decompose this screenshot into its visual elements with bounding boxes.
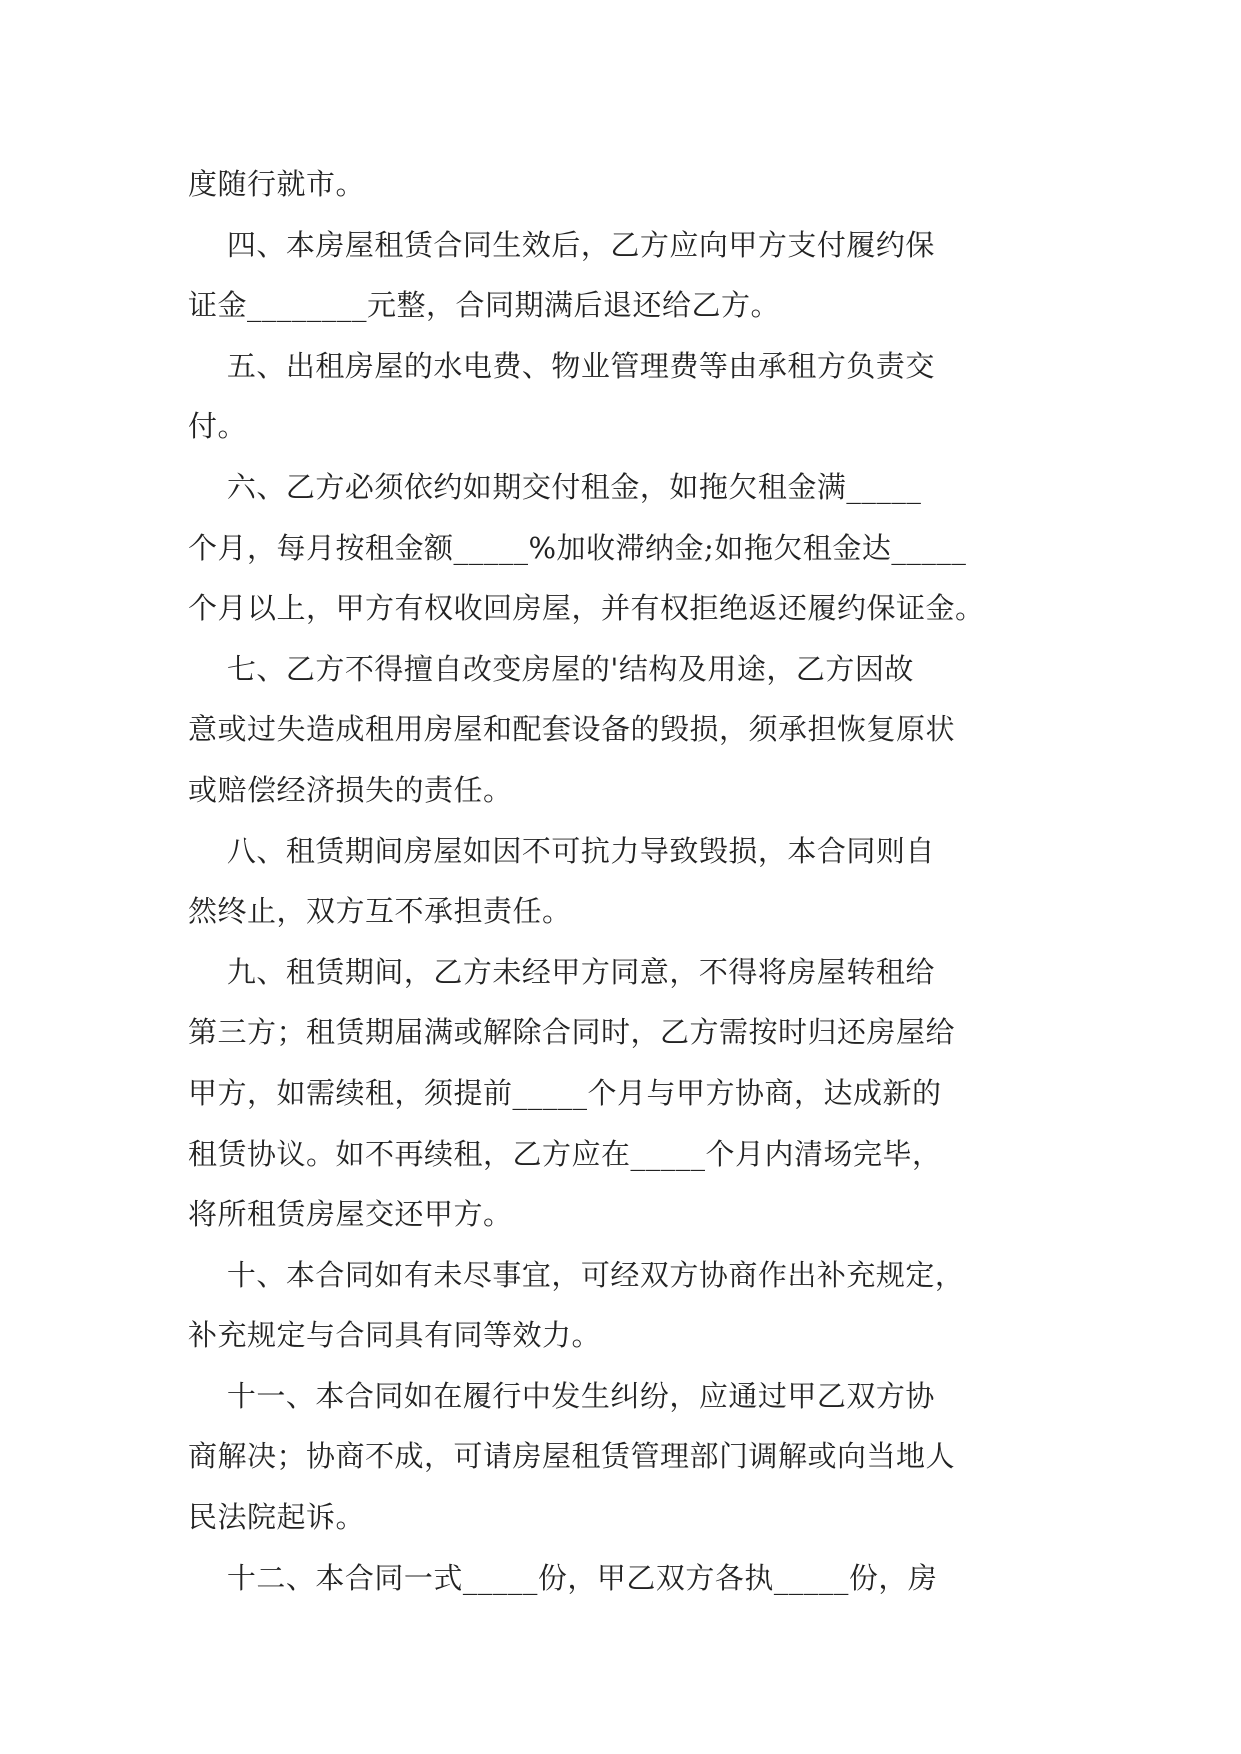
text-line: 七、乙方不得擅自改变房屋的'结构及用途，乙方因故 xyxy=(188,651,914,686)
text-line: 十一、本合同如在履行中发生纠纷，应通过甲乙双方协 xyxy=(188,1378,935,1413)
text-line: 度随行就市。 xyxy=(188,167,366,201)
text-line: 租赁协议。如不再续租，乙方应在_____个月内清场完毕， xyxy=(188,1136,942,1171)
document-body xyxy=(188,154,1050,1608)
text-line: 个月以上，甲方有权收回房屋，并有权拒绝返还履约保证金。 xyxy=(188,591,985,626)
text-line: 五、出租房屋的水电费、物业管理费等由承租方负责交 xyxy=(188,348,935,383)
text-line: 证金________元整，合同期满后退还给乙方。 xyxy=(188,288,781,323)
text-line: 四、本房屋租赁合同生效后，乙方应向甲方支付履约保 xyxy=(188,227,935,262)
text-line: 或赔偿经济损失的责任。 xyxy=(188,772,513,807)
text-line: 八、租赁期间房屋如因不可抗力导致毁损，本合同则自 xyxy=(188,833,935,868)
text-line: 付。 xyxy=(188,409,248,444)
text-line: 第三方；租赁期届满或解除合同时，乙方需按时归还房屋给 xyxy=(188,1015,956,1050)
text-line: 意或过失造成租用房屋和配套设备的毁损，须承担恢复原状 xyxy=(188,712,956,747)
text-line: 然终止，双方互不承担责任。 xyxy=(188,894,572,929)
text-line: 补充规定与合同具有同等效力。 xyxy=(188,1318,602,1353)
text-line: 十、本合同如有未尽事宜，可经双方协商作出补充规定， xyxy=(188,1257,965,1292)
text-line: 甲方，如需续租，须提前_____个月与甲方协商，达成新的 xyxy=(188,1075,942,1110)
text-line: 个月，每月按租金额_____%加收滞纳金;如拖欠租金达_____ xyxy=(188,530,967,565)
text-line: 十二、本合同一式_____份，甲乙双方各执_____份，房 xyxy=(188,1560,938,1595)
text-line: 商解决；协商不成，可请房屋租赁管理部门调解或向当地人 xyxy=(188,1439,956,1474)
text-line: 六、乙方必须依约如期交付租金，如拖欠租金满_____ xyxy=(188,469,922,504)
text-line: 九、租赁期间，乙方未经甲方同意，不得将房屋转租给 xyxy=(188,954,935,989)
text-line: 民法院起诉。 xyxy=(188,1500,366,1535)
text-line: 将所租赁房屋交还甲方。 xyxy=(188,1197,513,1232)
